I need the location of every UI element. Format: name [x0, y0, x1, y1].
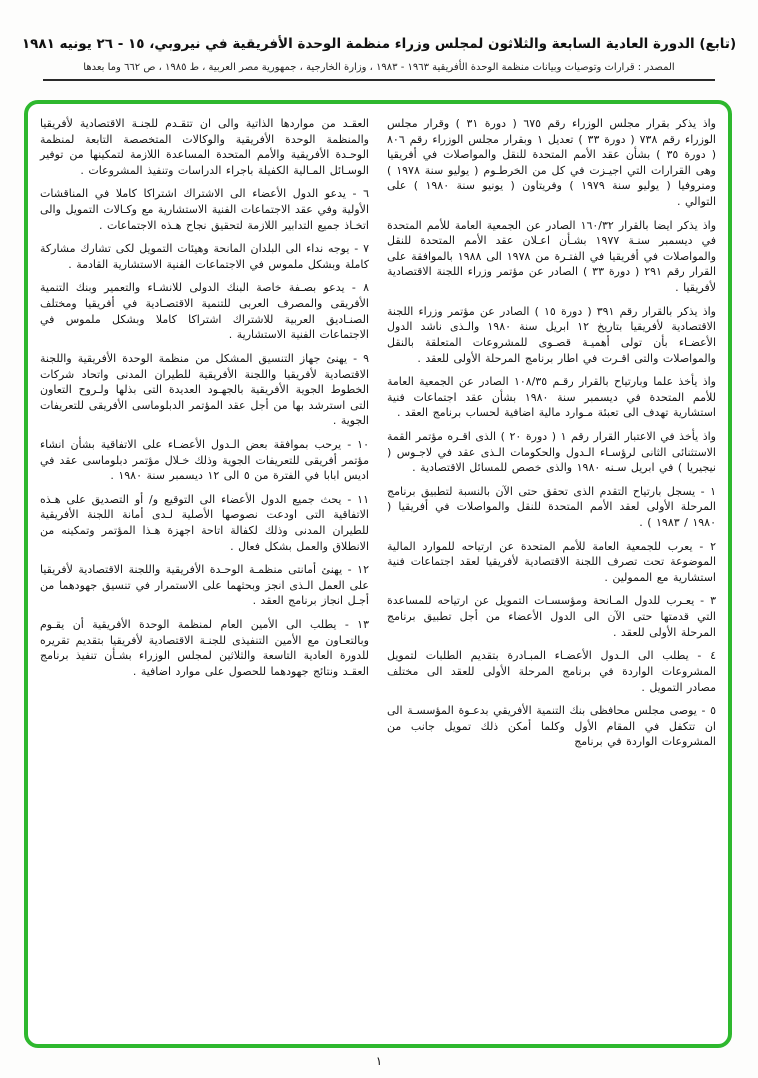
paragraph: ١٣ - يطلب الى الأمين العام لمنظمة الوحدة الأفريقية أن يقـوم وبالتعـاون مع الأمين التنفيذى للجنـة الاقتصادية لأفريقيا بتقديم تقريره للدورة العادية التاسعة والثلاثين لمجلس الوزراء بشـأن تنفيذ برنامج العقـد ونتائج جهودهما للحصول على موارد اضافية .	[40, 618, 369, 678]
paragraph: واذ يذكر بالقرار رقم ٣٩١ ( دورة ١٥ ) الصادر عن مؤتمر وزراء اللجنة الاقتصادية لأفريقيا بتاريخ ١٢ ابريل سنة ١٩٨٠ والـذى ناشد الدول الأعضـاء بأن تولى أهميـة قصـوى للمشروعات المتعلقة بالنقل والمواصلات والتى اقـرت في اطار برنامج المرحلة الأولى للعقد .	[387, 304, 716, 365]
paragraph: ٥ - يوصى مجلس محافظى بنك التنمية الأفريقي بدعـوة المؤسسـة الى ان تتكفل في المقام الأول وكلما أمكن ذلك تمويل جانب من المشروعات الواردة في برنامج	[387, 704, 716, 749]
paragraph: واذ يذكر ايضا بالقرار ١٦٠/٣٢ الصادر عن الجمعية العامة للأمم المتحدة في ديسمبر سنـة ١٩٧٧ بشـأن اعـلان عقد الأمم المتحدة للنقل والمواصلات في أفريقيا في الفتـرة من ١٩٧٨ الى ١٩٨٨ بالموافقة على القرار رقم ٢٩١ ( دورة ٣٣ ) الصادر عن مؤتمر وزراء اللجنة الاقتصادية لأفريقيا .	[387, 218, 717, 295]
paragraph: ٢ - يعرب للجمعية العامة للأمم المتحدة عن ارتياحه للموارد المالية الموضوعة تحت تصرف اللجنة الاقتصادية لأفريقيا لعقد اجتماعات فنية استشارية مع الممولين .	[387, 539, 716, 584]
paragraph: ١ - يسجل بارتياح التقدم الذى تحقق حتى الآن بالنسبة لتطبيق برنامج المرحلة الأولى لعقد الأمم المتحدة للنقل والمواصلات في أفريقيا ( ١٩٨٠ / ١٩٨٣ ) .	[387, 484, 716, 530]
paragraph: ١٠ - يرحب بموافقة بعض الـدول الأعضـاء على الاتفاقية بشأن انشاء مؤتمر أفريقى للتعريفات الجوية وذلك خـلال مؤتمر دبلوماسى عقد في اديس ابابا في الفترة من ٥ الى ١٢ ديسمبر سنة ١٩٨٠ .	[40, 437, 369, 483]
page-number: ١	[375, 1054, 383, 1068]
two-column-layout	[40, 116, 716, 1036]
paragraph: واذ يأخذ علما وبارتياح بالقرار رقـم ١٠٨/٣٥ الصادر عن الجمعية العامة للأمم المتحدة في ديسمبر سنة ١٩٨٠ بشأن عقد اجتماعات فنية استشارية تهدف الى تعبئة مـوارد مالية اضافية لحساب برنامج العقد .	[387, 375, 716, 420]
paragraph: واذ يذكر بقرار مجلس الوزراء رقم ٦٧٥ ( دورة ٣١ ) وقرار مجلس الوزراء رقم ٧٣٨ ( دورة ٣٣ ) تعديل ١ وبقرار مجلس الوزراء رقم ٨٠٦ ( دورة ٣٥ ) بشأن عقد الأمم المتحدة للنقل والمواصلات في أفريقيا وهى القرارات التي اجيـزت في كل من الخرطـوم ( يوليو سنة ١٩٧٨ ) ومنروفيا ( يوليو سنة ١٩٧٩ ) وفريتاون ( يونيو سنة ١٩٨٠ ) على التوالي .	[387, 117, 716, 209]
paragraph: ٧ - يوجه نداء الى البلدان المانحة وهيئات التمويل لكى تشارك مشاركة كاملة وبشكل ملموس في الاجتماعات الفنية الاستشارية القادمة .	[40, 242, 369, 271]
paragraph: واذ يأخذ في الاعتبار القرار رقم ١ ( دورة ٢٠ ) الذى اقـره مؤتمر القمة الاستثنائى الثانى لرؤسـاء الـدول والحكومات الـذى عقد في لاجـوس ( نيجيريا ) في ابريل سـنه ١٩٨٠ والذى خصص للمسائل الاقتصادية .	[387, 429, 716, 475]
paragraph: ٦ - يدعو الدول الأعضاء الى الاشتراك اشتراكا كاملا في المناقشات الأولية وفي عقد الاجتماعات الفنية الاستشارية مع وكـالات التمويل والى اتخـاذ جميع التدابير اللازمة لتحقيق نجاح هـذه الاجتماعات .	[40, 187, 369, 232]
document-header	[0, 0, 758, 81]
paragraph: ٨ - يدعو بصـفة خاصة البنك الدولى للانشـاء والتعمير وبنك التنمية الأفريقى والمصرف العربى للتنمية الاقتصـادية في أفريقيا ومختلف الصنـاديق العربية للاشتراك اشتراكا كاملا وبشكل ملموس في الاجتماعات الفنية الاستشارية .	[40, 281, 369, 342]
paragraph: العقـد من مواردها الذاتية والى ان تتقـدم للجنـة الاقتصادية لأفريقيا والمنظمة الوحدة الأفريقية والوكالات المتخصصة التابعة لمنظمة الوحـدة الأفريقية والأمم المتحدة المساعدة اللازمة لتمكينها من توفير الوسـائل المـالية الكفيلة باجراء الدراسات وتنفيذ المشروعات .	[40, 117, 369, 177]
right-column	[387, 116, 716, 1036]
page-title: (تابع) الدورة العادية السابعة والثلاثون لمجلس وزراء منظمة الوحدة الأفريقية في نيروبي، ١٥ - ٢٦ يونيه ١٩٨١	[21, 36, 737, 52]
source-line: المصدر : قرارات وتوصيات وبيانات منظمة الوحدة الأفريقية ١٩٦٣ - ١٩٨٣ ، وزارة الخارجية ، جمهورية مصر العربية ، ط ١٩٨٥ ، ص ٦٦٢ وما بعدها	[83, 62, 675, 74]
paragraph: ٤ - يطلب الى الـدول الأعضـاء المبـادرة بتقديم الطلبات لتمويل المشروعات الواردة في برنامج المرحلة الأولى للعقد الى مختلف مصادر التمويل .	[387, 649, 716, 694]
paragraph: ٩ - يهنئ جهاز التنسيق المشكل من منظمة الوحدة الأفريقية واللجنة الاقتصادية لأفريقيا واللجنة الأفريقية للطيران المدنى واتحاد شركات الخطوط الجوية الأفريقية بالجهـود العديدة التى بذلها ولـروح التعاون التى استرشد بها من أجل عقد المؤتمر الدبلوماسى الأفريقى للتعريفات الجوية .	[40, 351, 369, 428]
left-column	[40, 116, 369, 1036]
paragraph: ١١ - يحث جميع الدول الأعضاء الى التوقيع و/ أو التصديق على هـذه الاتفاقية التى اودعت نصوصها الأصلية لـدى أمانة اللجنة الأفريقية للطيران المدنى وذلك لكفالة اتاحة اجهزة هـذا المؤتمر وتمكينه من الانطلاق والعمل بشكل فعال .	[40, 492, 369, 553]
paragraph: ١٢ - يهنئ أمانتى منظمـة الوحـدة الأفريقية واللجنة الاقتصادية لأفريقيا على العمل الـذى انجز وبحثهما على الاستمرار في تنسيق جهودهما من أجـل انجاز برنامج العقد .	[40, 563, 369, 608]
green-border-box	[24, 100, 732, 1048]
header-divider	[43, 79, 715, 81]
paragraph: ٣ - يعـرب للدول المـانحة ومؤسسـات التمويل عن ارتياحه للمساعدة التي قدمتها حتى الآن الى الدول الأعضاء من أجل تطبيق برنامج المرحلة الأولى للعقد .	[387, 594, 716, 639]
